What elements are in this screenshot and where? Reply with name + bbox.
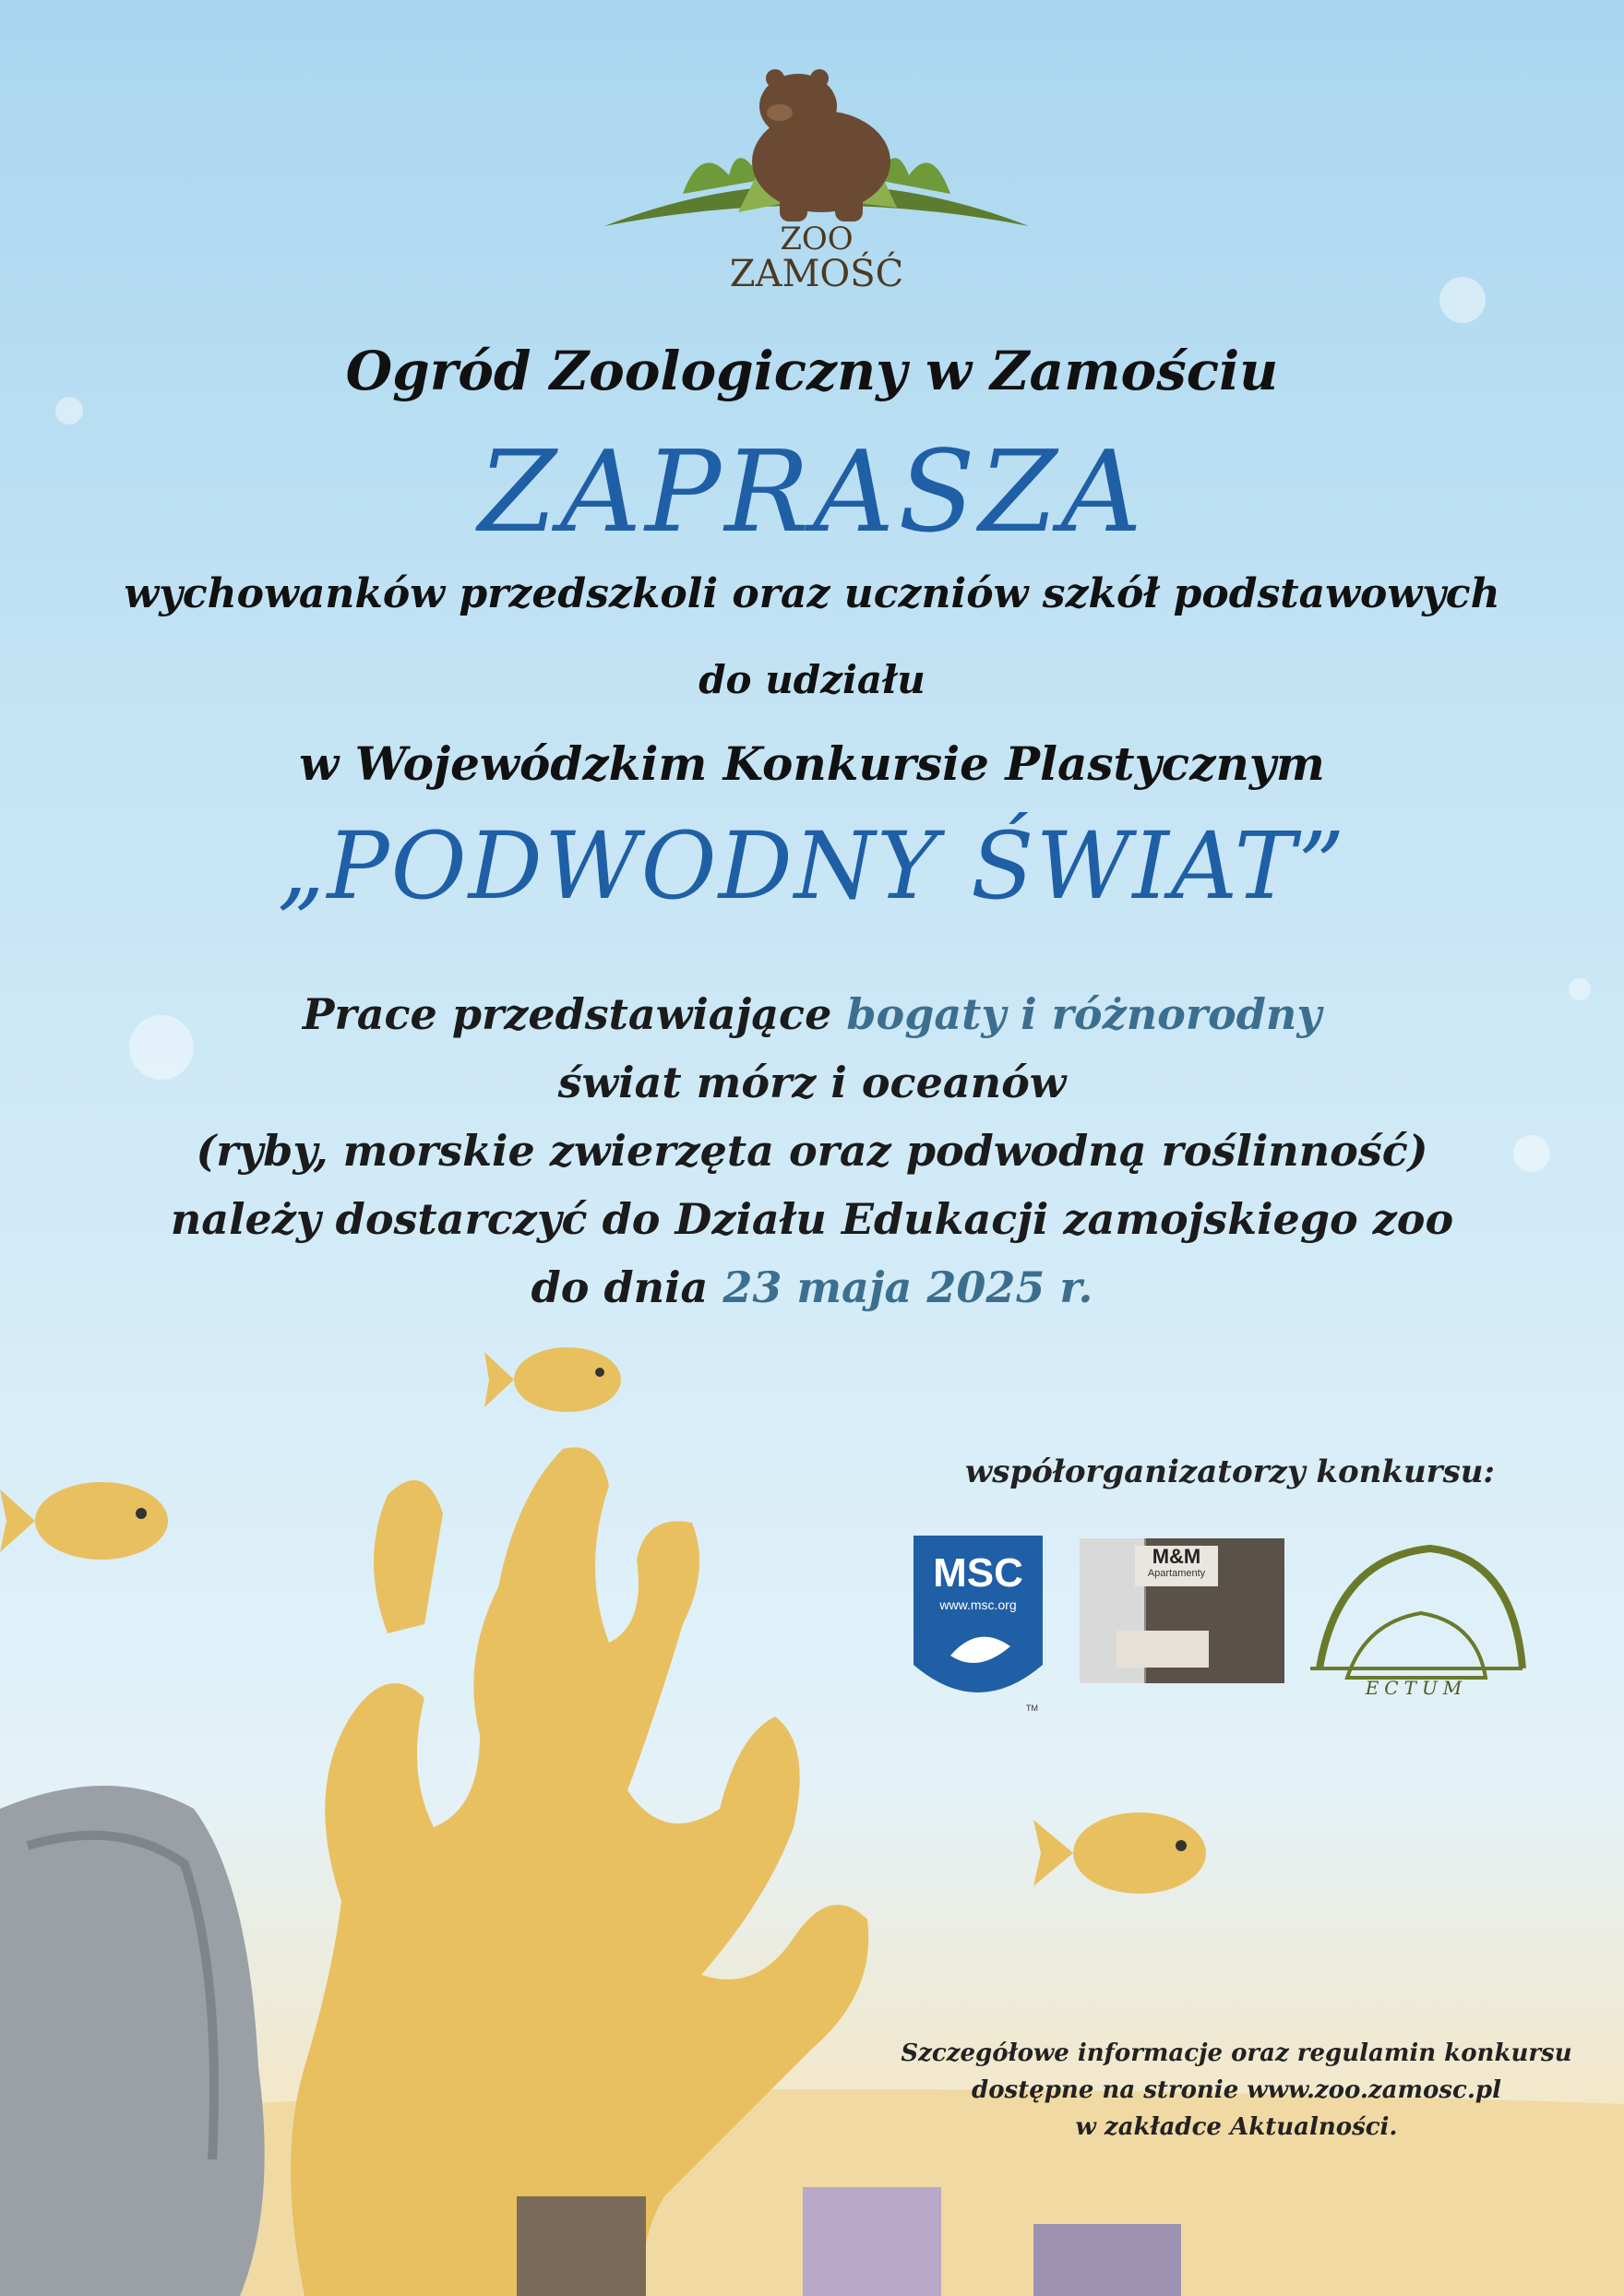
invite-line-3: w Wojewódzkim Konkursie Plastycznym bbox=[299, 736, 1325, 791]
info-line-3: w zakładce Aktualności. bbox=[1075, 2113, 1398, 2141]
description-line-5: do dnia 23 maja 2025 r. bbox=[531, 1262, 1093, 1312]
ectum-name: ECTUM bbox=[1365, 1677, 1468, 1699]
mm-sub: Apartamenty bbox=[1147, 1568, 1206, 1579]
description-line-3: (ryby, morskie zwierzęta oraz podwodną roślinność) bbox=[196, 1126, 1428, 1176]
description bbox=[0, 980, 1624, 1321]
fish bbox=[484, 1347, 621, 1412]
msc-tm: TM bbox=[1026, 1704, 1038, 1713]
info-footer bbox=[886, 2035, 1587, 2146]
mm-apartamenty-logo bbox=[1080, 1538, 1284, 1683]
ectum-foundation-logo bbox=[1292, 1521, 1532, 1705]
bubble bbox=[1439, 277, 1486, 323]
msc-name: MSC bbox=[933, 1550, 1023, 1596]
info-line-2: dostępne na stronie www.zoo.zamosc.pl bbox=[972, 2076, 1501, 2104]
title-zaprasza: ZAPRASZA bbox=[478, 426, 1146, 557]
post bbox=[1033, 2224, 1181, 2296]
logo-text-zamosc: ZAMOŚĆ bbox=[729, 253, 904, 295]
contest-name: „PODWODNY ŚWIAT” bbox=[277, 812, 1347, 920]
sponsors-heading: współorganizatorzy konkursu: bbox=[964, 1453, 1495, 1490]
msc-url: www.msc.org bbox=[939, 1597, 1017, 1612]
header-line: Ogród Zoologiczny w Zamościu bbox=[345, 340, 1279, 402]
deadline-date: 23 maja 2025 r. bbox=[722, 1262, 1093, 1312]
info-line-1: Szczegółowe informacje oraz regulamin konkursu bbox=[901, 2039, 1572, 2067]
rock bbox=[0, 1786, 265, 2296]
description-line-1: Prace przedstawiające bogaty i różnorodny bbox=[302, 989, 1322, 1039]
fish bbox=[0, 1482, 168, 1560]
post bbox=[803, 2187, 941, 2296]
invite-line-1: wychowanków przedszkoli oraz uczniów szkół podstawowych bbox=[124, 570, 1500, 617]
msc-logo bbox=[914, 1536, 1043, 1713]
description-line-2: świat mórz i oceanów bbox=[557, 1058, 1067, 1107]
post bbox=[517, 2196, 646, 2296]
invite-line-2: do udziału bbox=[699, 657, 925, 702]
description-line-4: należy dostarczyć do Działu Edukacji zamojskiego zoo bbox=[170, 1194, 1454, 1244]
zoo-zamosc-logo bbox=[600, 55, 1033, 295]
mm-name: M&M bbox=[1152, 1545, 1201, 1568]
logo-text-zoo: ZOO bbox=[780, 221, 854, 257]
fish bbox=[1033, 1812, 1206, 1894]
